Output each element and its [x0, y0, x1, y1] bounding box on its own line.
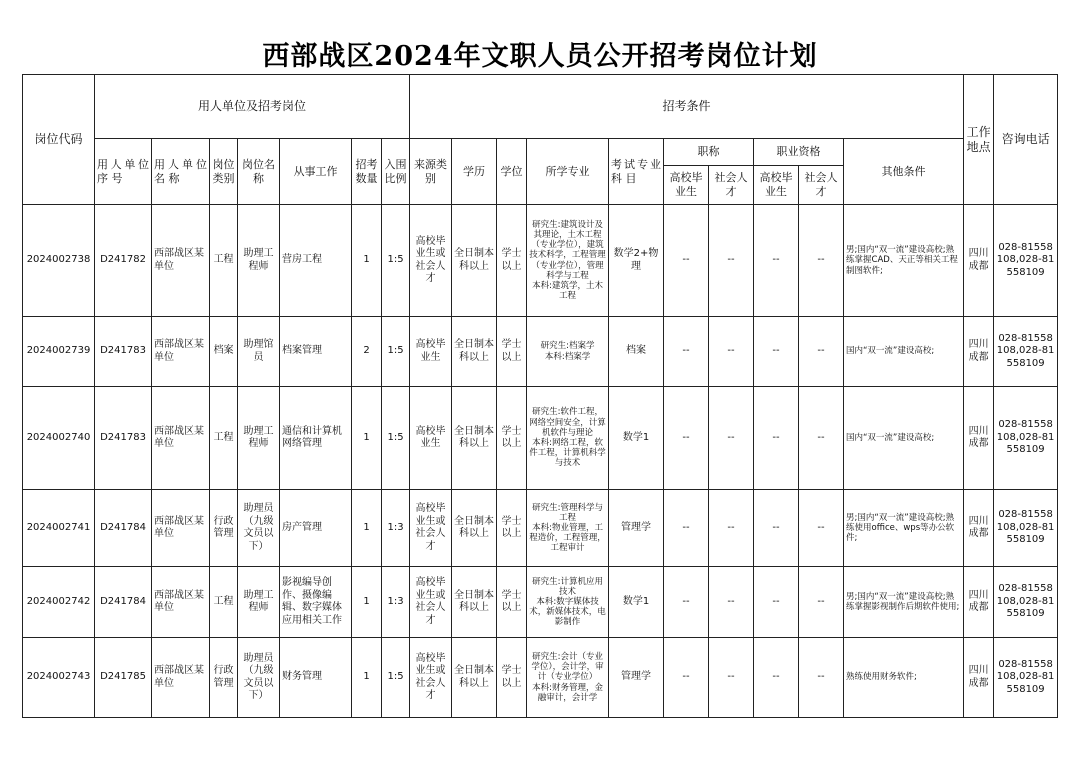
cell-count: 1 [352, 567, 382, 638]
cell-other: 熟练使用财务软件; [844, 638, 964, 718]
cell-title-grad: -- [664, 317, 709, 387]
cell-qual-grad: -- [754, 490, 799, 567]
header-position-code: 岗位代码 [23, 75, 95, 205]
cell-phone: 028-81558108,028-81558109 [994, 638, 1058, 718]
cell-location: 四川成都 [964, 387, 994, 490]
cell-unit: 西部战区某单位 [152, 490, 210, 567]
cell-code: 2024002740 [23, 387, 95, 490]
cell-phone: 028-81558108,028-81558109 [994, 317, 1058, 387]
cell-post: 助理工程师 [238, 567, 280, 638]
cell-title-social: -- [709, 567, 754, 638]
cell-qual-grad: -- [754, 205, 799, 317]
cell-other: 国内“双一流”建设高校; [844, 387, 964, 490]
cell-category: 工程 [210, 567, 238, 638]
header-major: 所学专业 [527, 139, 609, 205]
table-header [23, 75, 1058, 205]
cell-seq: D241782 [95, 205, 152, 317]
header-group-conditions: 招考条件 [410, 75, 964, 139]
cell-education: 全日制本科以上 [452, 567, 497, 638]
cell-seq: D241783 [95, 387, 152, 490]
header-exam-subject: 考试专业科 目 [609, 139, 664, 205]
cell-ratio: 1:3 [382, 567, 410, 638]
cell-education: 全日制本科以上 [452, 317, 497, 387]
header-count: 招考数量 [352, 139, 382, 205]
cell-unit: 西部战区某单位 [152, 317, 210, 387]
cell-title-grad: -- [664, 490, 709, 567]
cell-major: 研究生:管理科学与工程 本科:物业管理，工程造价，工程管理，工程审计 [527, 490, 609, 567]
cell-phone: 028-81558108,028-81558109 [994, 387, 1058, 490]
cell-degree: 学士以上 [497, 205, 527, 317]
cell-location: 四川成都 [964, 490, 994, 567]
cell-degree: 学士以上 [497, 567, 527, 638]
header-other: 其他条件 [844, 139, 964, 205]
cell-title-social: -- [709, 490, 754, 567]
cell-unit: 西部战区某单位 [152, 387, 210, 490]
cell-category: 工程 [210, 387, 238, 490]
header-qual-social: 社会人才 [799, 166, 844, 205]
cell-ratio: 1:5 [382, 205, 410, 317]
cell-major: 研究生:会计（专业学位），会计学，审计（专业学位） 本科:财务管理，金融审计，会计学 [527, 638, 609, 718]
cell-count: 1 [352, 387, 382, 490]
cell-exam: 数学1 [609, 567, 664, 638]
cell-source: 高校毕业生或社会人才 [410, 490, 452, 567]
cell-title-grad: -- [664, 205, 709, 317]
cell-category: 工程 [210, 205, 238, 317]
cell-phone: 028-81558108,028-81558109 [994, 490, 1058, 567]
cell-ratio: 1:5 [382, 317, 410, 387]
cell-qual-social: -- [799, 387, 844, 490]
page-title: 西部战区2024年文职人员公开招考岗位计划 [262, 41, 818, 72]
header-qual-group: 职业资格 [754, 139, 844, 166]
cell-ratio: 1:5 [382, 638, 410, 718]
cell-education: 全日制本科以上 [452, 387, 497, 490]
header-unit-seq: 用人单位序 号 [95, 139, 152, 205]
header-post-name: 岗位名称 [238, 139, 280, 205]
cell-education: 全日制本科以上 [452, 205, 497, 317]
cell-code: 2024002741 [23, 490, 95, 567]
cell-source: 高校毕业生或社会人才 [410, 205, 452, 317]
cell-count: 1 [352, 490, 382, 567]
cell-post: 助理馆员 [238, 317, 280, 387]
cell-exam: 管理学 [609, 638, 664, 718]
cell-qual-social: -- [799, 490, 844, 567]
cell-title-social: -- [709, 638, 754, 718]
cell-work: 营房工程 [280, 205, 352, 317]
table-body [23, 205, 1058, 718]
cell-unit: 西部战区某单位 [152, 205, 210, 317]
cell-exam: 数学2+物理 [609, 205, 664, 317]
cell-work: 档案管理 [280, 317, 352, 387]
cell-count: 2 [352, 317, 382, 387]
cell-work: 房产管理 [280, 490, 352, 567]
cell-qual-social: -- [799, 638, 844, 718]
cell-title-social: -- [709, 387, 754, 490]
header-education: 学历 [452, 139, 497, 205]
cell-exam: 管理学 [609, 490, 664, 567]
cell-major: 研究生:建筑设计及其理论，土木工程（专业学位），建筑技术科学，工程管理（专业学位），管理科学与工程 本科:建筑学，土木工程 [527, 205, 609, 317]
cell-count: 1 [352, 638, 382, 718]
cell-code: 2024002739 [23, 317, 95, 387]
header-work: 从事工作 [280, 139, 352, 205]
table-row [23, 638, 1058, 718]
cell-source: 高校毕业生 [410, 387, 452, 490]
cell-unit: 西部战区某单位 [152, 638, 210, 718]
cell-exam: 档案 [609, 317, 664, 387]
cell-phone: 028-81558108,028-81558109 [994, 205, 1058, 317]
cell-location: 四川成都 [964, 205, 994, 317]
cell-title-grad: -- [664, 638, 709, 718]
cell-degree: 学士以上 [497, 317, 527, 387]
header-phone: 咨询电话 [994, 75, 1058, 205]
cell-source: 高校毕业生或社会人才 [410, 567, 452, 638]
cell-work: 财务管理 [280, 638, 352, 718]
cell-title-grad: -- [664, 567, 709, 638]
cell-location: 四川成都 [964, 317, 994, 387]
cell-qual-grad: -- [754, 638, 799, 718]
cell-unit: 西部战区某单位 [152, 567, 210, 638]
cell-seq: D241784 [95, 567, 152, 638]
cell-work: 通信和计算机网络管理 [280, 387, 352, 490]
cell-phone: 028-81558108,028-81558109 [994, 567, 1058, 638]
header-post-category: 岗位类别 [210, 139, 238, 205]
cell-category: 档案 [210, 317, 238, 387]
table-row [23, 387, 1058, 490]
table-row [23, 205, 1058, 317]
cell-post: 助理员（九级文员以下） [238, 490, 280, 567]
cell-qual-grad: -- [754, 567, 799, 638]
cell-code: 2024002738 [23, 205, 95, 317]
cell-major: 研究生:计算机应用技术 本科:数字媒体技术，新媒体技术，电影制作 [527, 567, 609, 638]
header-title-grad: 高校毕业生 [664, 166, 709, 205]
cell-qual-grad: -- [754, 317, 799, 387]
header-qual-grad: 高校毕业生 [754, 166, 799, 205]
cell-major: 研究生:档案学 本科:档案学 [527, 317, 609, 387]
cell-count: 1 [352, 205, 382, 317]
cell-code: 2024002742 [23, 567, 95, 638]
header-source: 来源类别 [410, 139, 452, 205]
table-row [23, 317, 1058, 387]
cell-other: 国内“双一流”建设高校; [844, 317, 964, 387]
header-unit-name: 用人单位名 称 [152, 139, 210, 205]
cell-source: 高校毕业生 [410, 317, 452, 387]
cell-category: 行政管理 [210, 638, 238, 718]
cell-location: 四川成都 [964, 638, 994, 718]
cell-qual-social: -- [799, 567, 844, 638]
cell-code: 2024002743 [23, 638, 95, 718]
cell-degree: 学士以上 [497, 490, 527, 567]
cell-exam: 数学1 [609, 387, 664, 490]
recruitment-plan-table [22, 74, 1058, 718]
cell-seq: D241783 [95, 317, 152, 387]
cell-degree: 学士以上 [497, 387, 527, 490]
header-work-location: 工作地点 [964, 75, 994, 205]
cell-other: 男;国内“双一流”建设高校;熟练掌握影视制作后期软件使用; [844, 567, 964, 638]
header-group-employer: 用人单位及招考岗位 [95, 75, 410, 139]
cell-seq: D241784 [95, 490, 152, 567]
cell-ratio: 1:5 [382, 387, 410, 490]
header-degree: 学位 [497, 139, 527, 205]
cell-category: 行政管理 [210, 490, 238, 567]
cell-seq: D241785 [95, 638, 152, 718]
cell-title-social: -- [709, 205, 754, 317]
cell-qual-grad: -- [754, 387, 799, 490]
cell-ratio: 1:3 [382, 490, 410, 567]
cell-title-social: -- [709, 317, 754, 387]
cell-degree: 学士以上 [497, 638, 527, 718]
cell-work: 影视编导创作、摄像编辑、数字媒体应用相关工作 [280, 567, 352, 638]
cell-source: 高校毕业生或社会人才 [410, 638, 452, 718]
table-row [23, 490, 1058, 567]
cell-location: 四川成都 [964, 567, 994, 638]
cell-qual-social: -- [799, 205, 844, 317]
cell-qual-social: -- [799, 317, 844, 387]
cell-major: 研究生:软件工程，网络空间安全，计算机软件与理论 本科:网络工程，软件工程，计算机科学与技术 [527, 387, 609, 490]
cell-education: 全日制本科以上 [452, 638, 497, 718]
cell-title-grad: -- [664, 387, 709, 490]
cell-other: 男;国内“双一流”建设高校;熟练掌握CAD、天正等相关工程制图软件; [844, 205, 964, 317]
cell-post: 助理工程师 [238, 205, 280, 317]
table-row [23, 567, 1058, 638]
header-ratio: 入围比例 [382, 139, 410, 205]
header-title-group: 职称 [664, 139, 754, 166]
cell-other: 男;国内“双一流”建设高校;熟练使用office、wps等办公软件; [844, 490, 964, 567]
cell-post: 助理员（九级文员以下） [238, 638, 280, 718]
header-title-social: 社会人才 [709, 166, 754, 205]
cell-post: 助理工程师 [238, 387, 280, 490]
cell-education: 全日制本科以上 [452, 490, 497, 567]
